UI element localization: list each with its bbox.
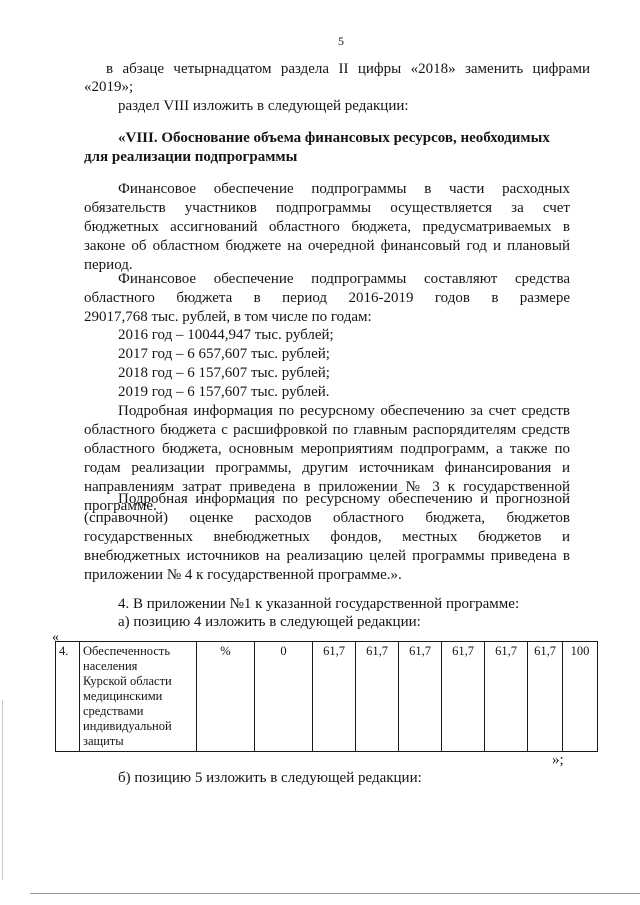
paragraph-5-line-5: направлениям затрат приведена в приложении № 3 к государственной [84,479,570,495]
paragraph-7: 4. В приложении №1 к указанной государственной программе: [118,596,520,612]
paragraph-3-line-2: обязательств участников подпрограммы осуществляется за счет [84,200,570,216]
page-number: 5 [338,34,344,48]
indicator-name-cell [80,642,197,752]
value-cell: 100 [563,642,598,752]
paragraph-6-line-4: внебюджетных источников на реализацию целей программы приведена в [84,548,570,564]
value-cell: 61,7 [399,642,442,752]
indicator-name-line: Курской области [83,674,172,688]
year-2019-line: 2019 год – 6 157,607 тыс. рублей. [118,384,330,400]
paragraph-5-line-2: областного бюджета с расшифровкой по главным распорядителям средств [84,422,570,438]
indicator-name-line: медицинскими [83,689,163,703]
paragraph-3-line-5: период. [84,257,133,273]
indicator-name-line: населения [83,659,138,673]
indicator-name-line: защиты [83,734,124,748]
paragraph-9: б) позицию 5 изложить в следующей редакции: [118,770,422,786]
open-quote: « [52,630,59,645]
paragraph-2: раздел VIII изложить в следующей редакции: [118,98,409,114]
year-2016-line: 2016 год – 10044,947 тыс. рублей; [118,327,334,343]
paragraph-4-line-1: Финансовое обеспечение подпрограммы составляют средства [118,271,570,287]
paragraph-6-line-5: приложении № 4 к государственной программе.». [84,567,402,583]
value-cell: 0 [255,642,313,752]
indicator-table [55,641,598,752]
value-cell: 61,7 [528,642,563,752]
paragraph-5-line-4: годам реализации программы, другим источникам финансирования и [84,460,570,476]
indicator-name-line: средствами [83,704,144,718]
paragraph-3-line-3: бюджетных ассигнований областного бюджета, предусматриваемых в [84,219,570,235]
paragraph-3-line-4: законе об областном бюджете на очередной финансовый год и плановый [84,238,570,254]
paragraph-6-line-3: государственных внебюджетных фондов, местных бюджетов и [84,529,570,545]
paragraph-6-line-2: (справочной) оценке расходов областного бюджета, бюджетов [84,510,570,526]
indicator-name-line: Обеспеченность [83,644,171,658]
paragraph-1-line-2: «2019»; [84,79,134,95]
table-row [56,642,598,752]
paragraph-4-line-3: 29017,768 тыс. рублей, в том числе по годам: [84,309,372,325]
close-quote: »; [552,752,564,768]
paragraph-5-line-3: областного бюджета, основным мероприятиям подпрограмм, а также по [84,441,570,457]
section-heading-line-1: «VIII. Обоснование объема финансовых ресурсов, необходимых [118,130,550,146]
unit-cell: % [197,642,255,752]
paragraph-6-line-1: Подробная информация по ресурсному обеспечению и прогнозной [118,491,570,507]
year-2017-line: 2017 год – 6 657,607 тыс. рублей; [118,346,330,362]
paragraph-1-line-1: в абзаце четырнадцатом раздела II цифры «2018» заменить цифрами [106,61,590,77]
scan-edge-mark [2,700,3,880]
paragraph-3-line-1: Финансовое обеспечение подпрограммы в части расходных [118,181,570,197]
value-cell: 61,7 [485,642,528,752]
scan-bottom-line [30,893,640,894]
section-heading-line-2: для реализации подпрограммы [84,149,298,165]
value-cell: 61,7 [313,642,356,752]
paragraph-5-line-1: Подробная информация по ресурсному обеспечению за счет средств [118,403,570,419]
value-cell: 61,7 [356,642,399,752]
value-cell: 61,7 [442,642,485,752]
paragraph-8: а) позицию 4 изложить в следующей редакции: [118,614,421,630]
paragraph-5-line-6: программе. [84,498,157,514]
indicator-name-line: индивидуальной [83,719,172,733]
paragraph-4-line-2: областного бюджета в период 2016-2019 годов в размере [84,290,570,306]
year-2018-line: 2018 год – 6 157,607 тыс. рублей; [118,365,330,381]
row-number-cell: 4. [56,642,80,752]
